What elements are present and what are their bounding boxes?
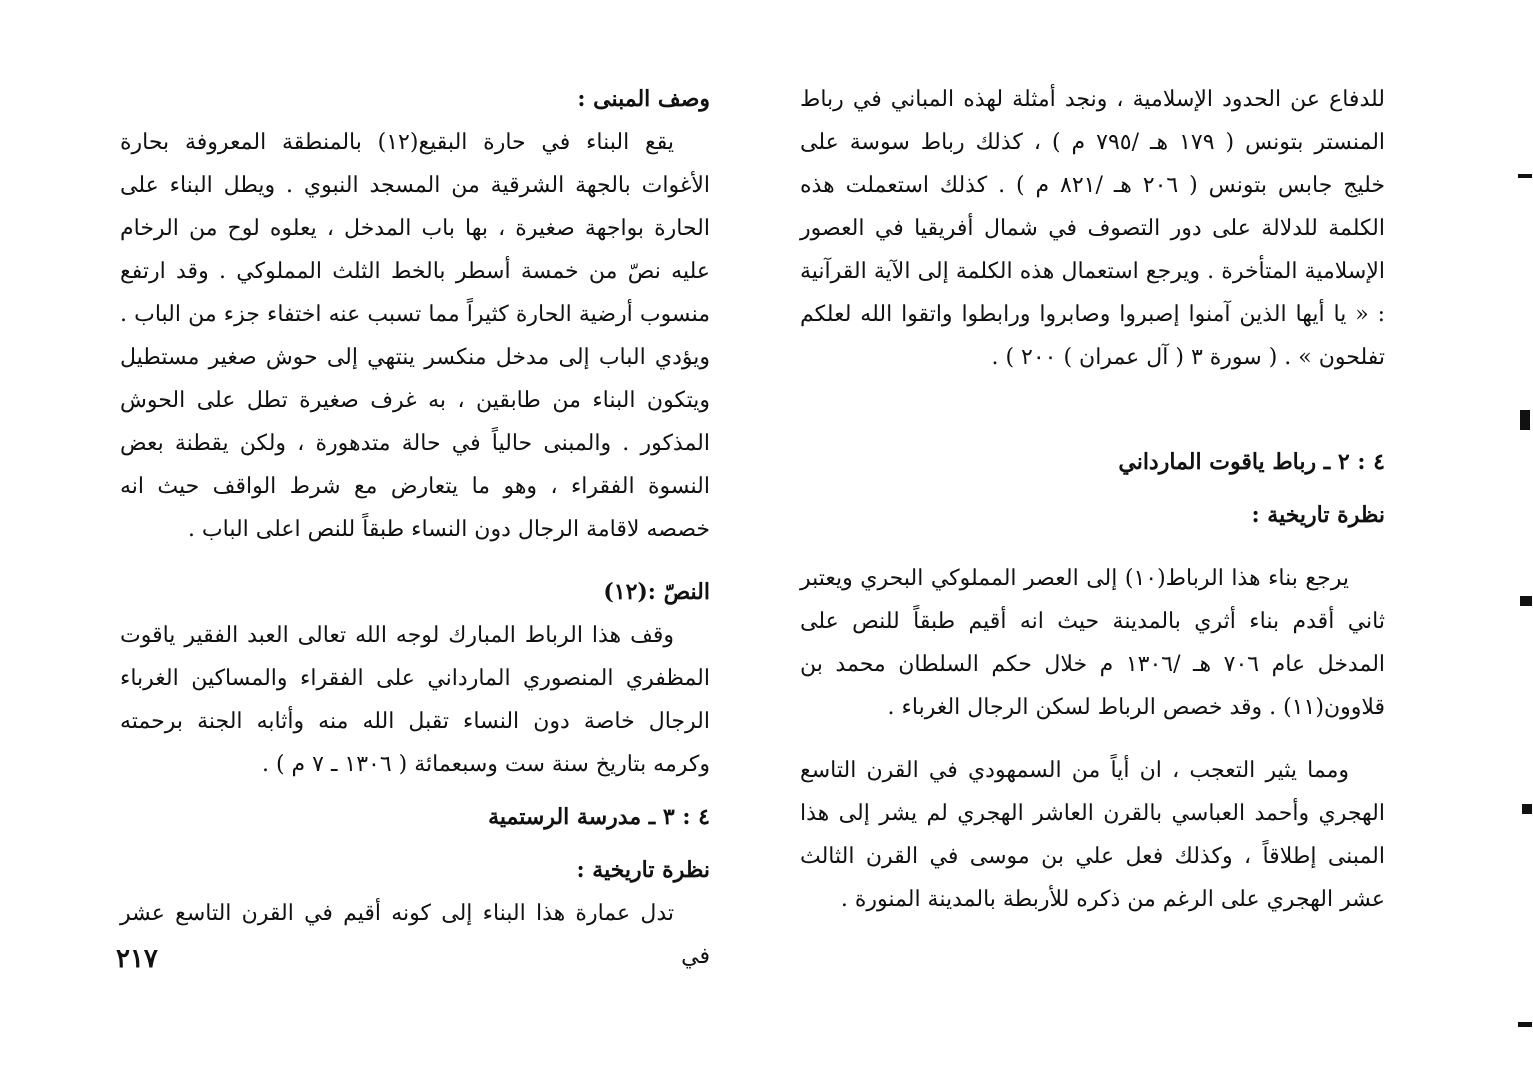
scan-mark — [1522, 804, 1532, 814]
heading-inscription: النصّ :(١٢) — [603, 579, 710, 605]
heading-building-description: وصف المبنى : — [577, 86, 710, 112]
section-heading-rustamiya: ٤ : ٣ ـ مدرسة الرستمية — [488, 804, 710, 830]
subheading-historical-view: نظرة تاريخية : — [1251, 502, 1385, 528]
page-number: ٢١٧ — [116, 944, 158, 974]
scan-mark — [1520, 596, 1532, 606]
subheading-historical-view-2: نظرة تاريخية : — [576, 857, 710, 883]
paragraph-historians-note: ومما يثير التعجب ، ان أياً من السمهودي في القرن التاسع الهجري وأحمد العباسي بالقرن العاشر الهجري لم يشر إلى هذا المبنى إطلاقاً ، وكذلك فعل علي بن موسى في القرن الثالث عشر الهجري على الرغم من ذكره للأربطة بالمدينة المنورة . — [800, 758, 1385, 912]
paragraph-inscription: وقف هذا الرباط المبارك لوجه الله تعالى العبد الفقير ياقوت المظفري المنصوري المارداني على الفقراء والمساكين الغرباء الرجال خاصة دون النساء تقبل الله منه وأثابه الجنة برحمته وكرمه بتاريخ سنة ست وسبعمائة ( ١٣٠٦ ـ ٧ م ) . — [120, 623, 710, 777]
scan-mark — [1518, 1022, 1532, 1027]
section-heading-ribat-yaqut: ٤ : ٢ ـ رباط ياقوت المارداني — [1118, 449, 1385, 475]
scan-mark — [1520, 410, 1530, 430]
paragraph-rustamiya-intro: تدل عمارة هذا البناء إلى كونه أقيم في القرن التاسع عشر في — [120, 901, 710, 969]
paragraph-ribat-history: للدفاع عن الحدود الإسلامية ، ونجد أمثلة لهذه المباني في رباط المنستر بتونس ( ١٧٩ هـ /٧٩٥ م ) ، كذلك رباط سوسة على خليج جابس بتونس ( ٢٠٦ هـ /٨٢١ م ) . كذلك استعملت هذه الكلمة للدلالة على دور التصوف في شمال أفريقيا في العصور الإسلامية المتأخرة . ويرجع استعمال هذه الكلمة إلى الآية القرآنية : « يا أيها الذين آمنوا إصبروا وصابروا ورابطوا واتقوا الله لعلكم تفلحون » . ( سورة ٣ ( آل عمران ) ٢٠٠ ) . — [800, 87, 1386, 370]
left-column — [120, 78, 710, 978]
right-column — [800, 78, 1385, 921]
paragraph-ribat-origin: يرجع بناء هذا الرباط(١٠) إلى العصر المملوكي البحري ويعتبر ثاني أقدم بناء أثري بالمدينة حيث انه أقيم طبقاً للنص على المدخل عام ٧٠٦ هـ /١٣٠٦ م خلال حكم السلطان محمد بن قلاوون(١١) . وقد خصص الرباط لسكن الرجال الغرباء . — [800, 566, 1386, 720]
scan-mark — [1518, 174, 1532, 178]
paragraph-building-description: يقع البناء في حارة البقيع(١٢) بالمنطقة المعروفة بحارة الأغوات بالجهة الشرقية من المسجد النبوي . ويطل البناء على الحارة بواجهة صغيرة ، بها باب المدخل ، يعلوه لوح من الرخام عليه نصّ من خمسة أسطر بالخط الثلث المملوكي . وقد ارتفع منسوب أرضية الحارة كثيراً مما تسبب عنه اختفاء جزء من الباب . ويؤدي الباب إلى مدخل منكسر ينتهي إلى حوش صغير مستطيل ويتكون البناء من طابقين ، به غرف صغيرة تطل على الحوش المذكور . والمبنى حالياً في حالة متدهورة ، ولكن يقطنة بعض النسوة الفقراء ، وهو ما يتعارض مع شرط الواقف حيث انه خصصه لاقامة الرجال دون النساء طبقاً للنص اعلى الباب . — [120, 130, 710, 542]
